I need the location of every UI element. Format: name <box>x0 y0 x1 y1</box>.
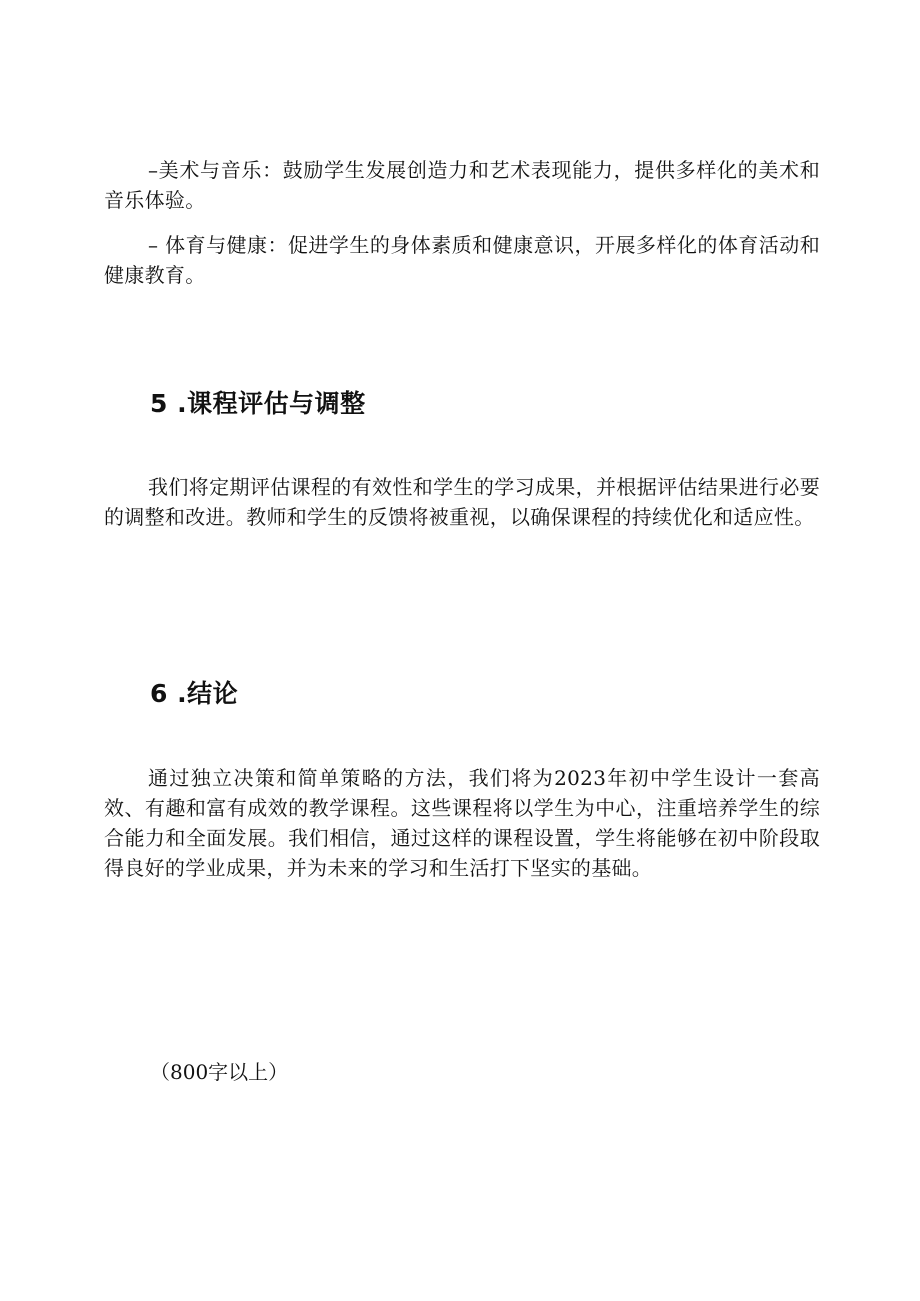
section-5-body: 我们将定期评估课程的有效性和学生的学习成果，并根据评估结果进行必要的调整和改进。教师和学生的反馈将被重视，以确保课程的持续优化和适应性。 <box>104 475 820 529</box>
list-item-pe-health: – 体育与健康：促进学生的身体素质和健康意识，开展多样化的体育活动和健康教育。 <box>104 233 820 287</box>
section-6-heading: 6 .结论 <box>150 679 239 708</box>
section-6-body: 通过独立决策和简单策略的方法，我们将为2023年初中学生设计一套高效、有趣和富有成效的教学课程。这些课程将以学生为中心，注重培养学生的综合能力和全面发展。我们相信，通过这样的课程设置，学生将能够在初中阶段取得良好的学业成果，并为未来的学习和生活打下坚实的基础。 <box>104 766 820 880</box>
word-count-note: （800字以上） <box>150 1060 289 1084</box>
section-5-heading: 5 .课程评估与调整 <box>150 389 366 418</box>
list-item-arts-music: –美术与音乐：鼓励学生发展创造力和艺术表现能力，提供多样化的美术和音乐体验。 <box>104 158 820 212</box>
